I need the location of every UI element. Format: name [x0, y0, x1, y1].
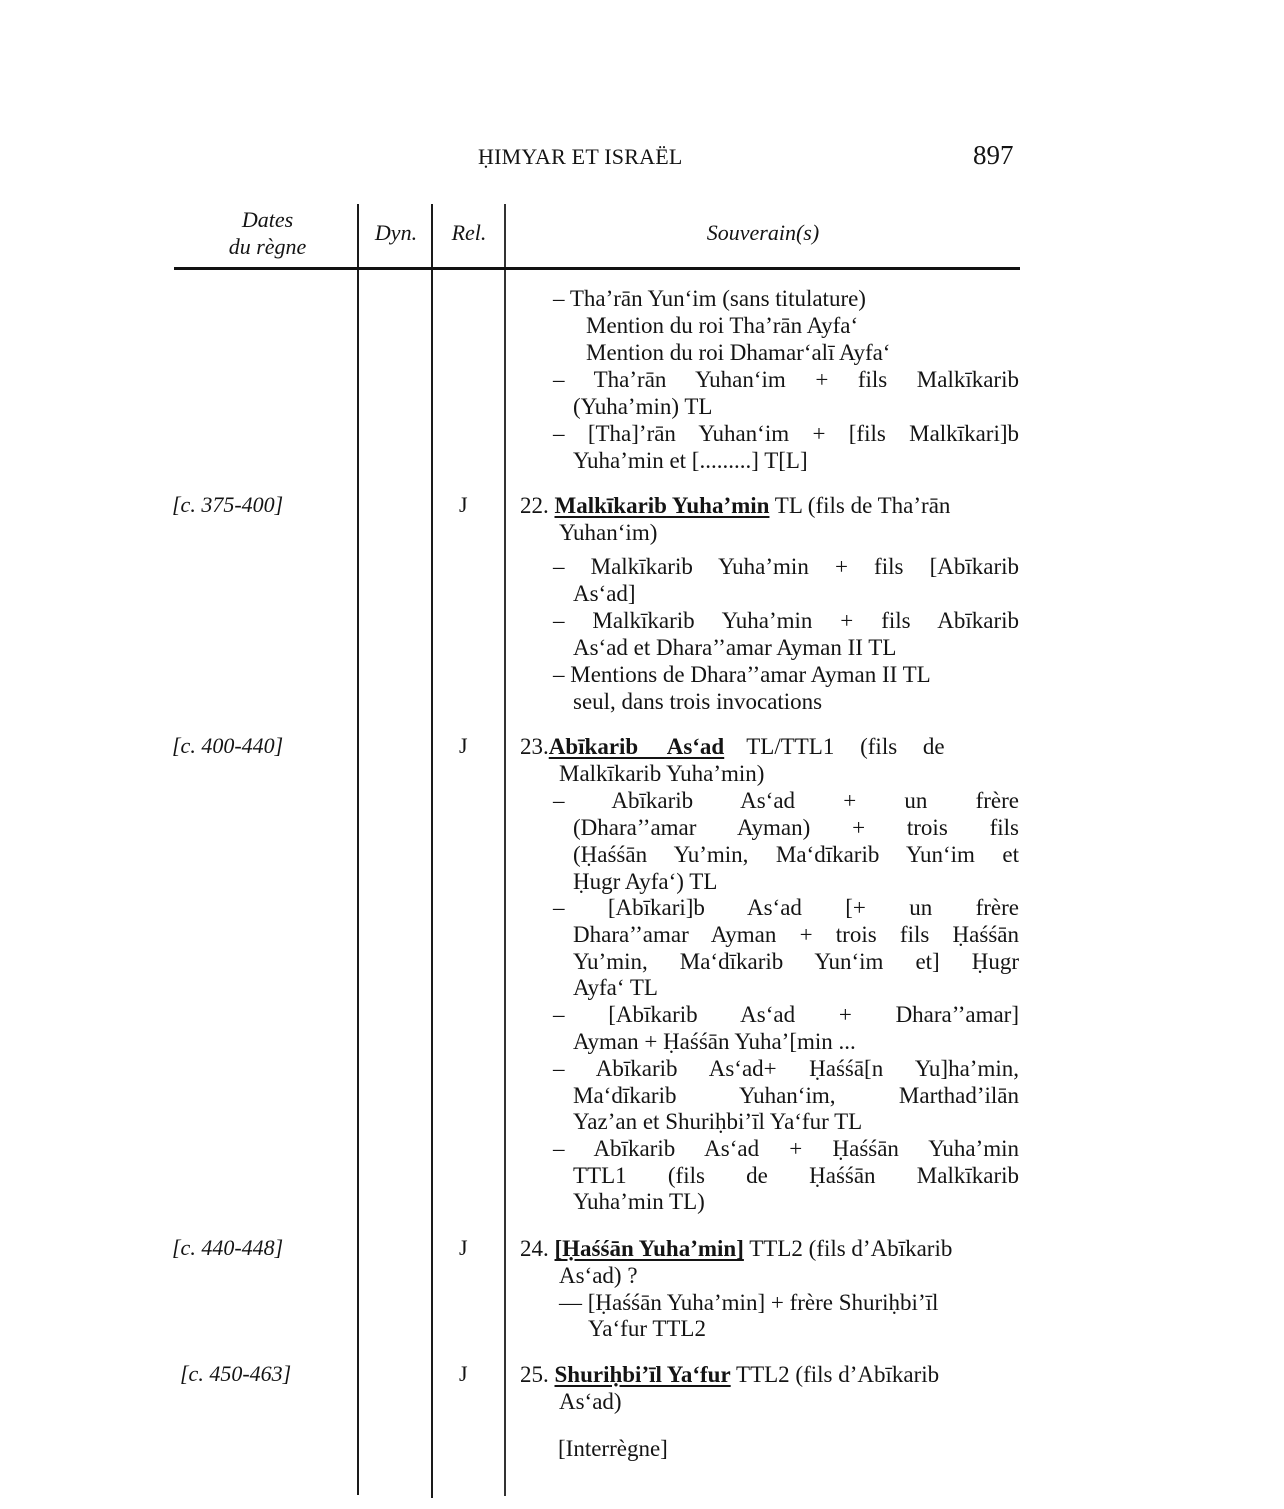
column-divider-dyn-rel: [431, 204, 433, 1498]
sovereign-entry-heading: [520, 1361, 1020, 1388]
reign-dates: [c. 400-440]: [172, 733, 284, 758]
inscription-line: – [Abīkarib As‘ad + Dhara’’amar]: [553, 1002, 1019, 1027]
inscription-line: Yu’min, Ma‘dīkarib Yun‘im et] Ḥugr: [573, 949, 1019, 974]
entry-number: 23.: [520, 734, 549, 759]
ruler-title: TL (fils de Tha’rān: [774, 493, 951, 518]
ruler-title: TTL2 (fils d’Abīkarib: [736, 1362, 940, 1387]
ruler-title-continued: Malkīkarib Yuha’min): [559, 761, 765, 786]
interregnum-note: [Interrègne]: [558, 1436, 668, 1461]
inscription-line: – Mentions de Dhara’’amar Ayman II TL: [553, 662, 931, 687]
continuation-line: – [Tha]’rān Yuhan‘im + [fils Malkīkari]b: [553, 421, 1019, 446]
ruler-name: Malkīkarib Yuha’min: [554, 493, 770, 518]
header-religion: Rel.: [451, 220, 487, 245]
column-divider-rel-sovereigns: [504, 204, 506, 1496]
continuation-line: Yuha’min et [.........] T[L]: [573, 448, 808, 473]
religion-code: J: [459, 1361, 468, 1386]
sovereign-entry-heading: [520, 1235, 1020, 1262]
ruler-title-continued: As‘ad) ?: [559, 1263, 638, 1288]
ruler-name: Shuriḥbi’īl Ya‘fur: [554, 1362, 731, 1387]
entry-number: 22.: [520, 493, 549, 518]
inscription-line: (Dhara’’amar Ayman) + trois fils: [573, 815, 1019, 840]
ruler-name: Abīkarib As‘ad: [548, 734, 725, 759]
continuation-line: – Tha’rān Yun‘im (sans titulature): [553, 286, 866, 311]
running-head: [0, 140, 1284, 174]
continuation-line: Mention du roi Dhamar‘alī Ayfa‘: [586, 340, 891, 365]
ruler-title-continued: As‘ad): [559, 1389, 622, 1414]
religion-code: J: [459, 733, 468, 758]
inscription-line: – Abīkarib As‘ad + un frère: [553, 788, 1019, 813]
entry-number: 25.: [520, 1362, 549, 1387]
header-dates-line2: du règne: [228, 234, 307, 259]
ruler-title: TL/TTL1 (fils de: [746, 734, 945, 759]
continuation-line: (Yuha’min) TL: [573, 394, 713, 419]
inscription-line: seul, dans trois invocations: [573, 689, 823, 714]
ruler-name: [Ḥaśśān Yuha’min]: [554, 1236, 744, 1261]
inscription-line: Ayman + Ḥaśśān Yuha’[min ...: [573, 1029, 856, 1054]
inscription-line: – Abīkarib As‘ad+ Ḥaśśā[n Yu]ha’min,: [553, 1056, 1019, 1081]
inscription-line: – [Abīkari]b As‘ad [+ un frère: [553, 895, 1019, 920]
column-divider-dates-dyn: [357, 204, 359, 1495]
inscription-line: Yaz’an et Shuriḥbi’īl Ya‘fur TL: [573, 1109, 863, 1134]
sovereign-entry-heading: [520, 733, 1019, 760]
header-sovereigns: Souverain(s): [706, 220, 820, 245]
ruler-title: TTL2 (fils d’Abīkarib: [749, 1236, 953, 1261]
inscription-line: As‘ad et Dhara’’amar Ayman II TL: [573, 635, 897, 660]
header-rule: [174, 267, 1020, 270]
inscription-line: – Malkīkarib Yuha’min + fils Abīkarib: [553, 608, 1019, 633]
reign-dates: [c. 440-448]: [172, 1235, 284, 1260]
inscription-line: (Ḥaśśān Yu’min, Ma‘dīkarib Yun‘im et: [573, 842, 1019, 867]
header-dates-line1: Dates: [241, 207, 294, 232]
religion-code: J: [459, 492, 468, 517]
continuation-line: – Tha’rān Yuhan‘im + fils Malkīkarib: [553, 367, 1019, 392]
entry-number: 24.: [520, 1236, 549, 1261]
inscription-line: Dhara’’amar Ayman + trois fils Ḥaśśān: [573, 922, 1019, 947]
running-title: ḤIMYAR ET ISRAËL: [478, 144, 683, 169]
reign-dates: [c. 450-463]: [180, 1361, 292, 1386]
inscription-line: Ayfa‘ TL: [573, 975, 658, 1000]
inscription-line: TTL1 (fils de Ḥaśśān Malkīkarib: [573, 1163, 1019, 1188]
inscription-line: — [Ḥaśśān Yuha’min] + frère Shuriḥbi’īl: [559, 1290, 939, 1315]
header-dynasty: Dyn.: [374, 220, 418, 245]
inscription-line: Yuha’min TL): [573, 1189, 705, 1214]
continuation-line: Mention du roi Tha’rān Ayfa‘: [586, 313, 859, 338]
reign-dates: [c. 375-400]: [172, 492, 284, 517]
inscription-line: – Abīkarib As‘ad + Ḥaśśān Yuha’min: [553, 1136, 1019, 1161]
inscription-line: As‘ad]: [573, 581, 636, 606]
inscription-line: Ma‘dīkarib Yuhan‘im, Marthad’ilān: [573, 1083, 1019, 1108]
inscription-line: – Malkīkarib Yuha’min + fils [Abīkarib: [553, 554, 1019, 579]
inscription-line: Ḥugr Ayfa‘) TL: [573, 869, 718, 894]
sovereign-entry-heading: [520, 492, 1020, 519]
header-dates: [190, 206, 345, 260]
page-number: 897: [973, 140, 1014, 170]
religion-code: J: [459, 1235, 468, 1260]
inscription-line: Ya‘fur TTL2: [588, 1316, 706, 1341]
ruler-title-continued: Yuhan‘im): [559, 520, 658, 545]
